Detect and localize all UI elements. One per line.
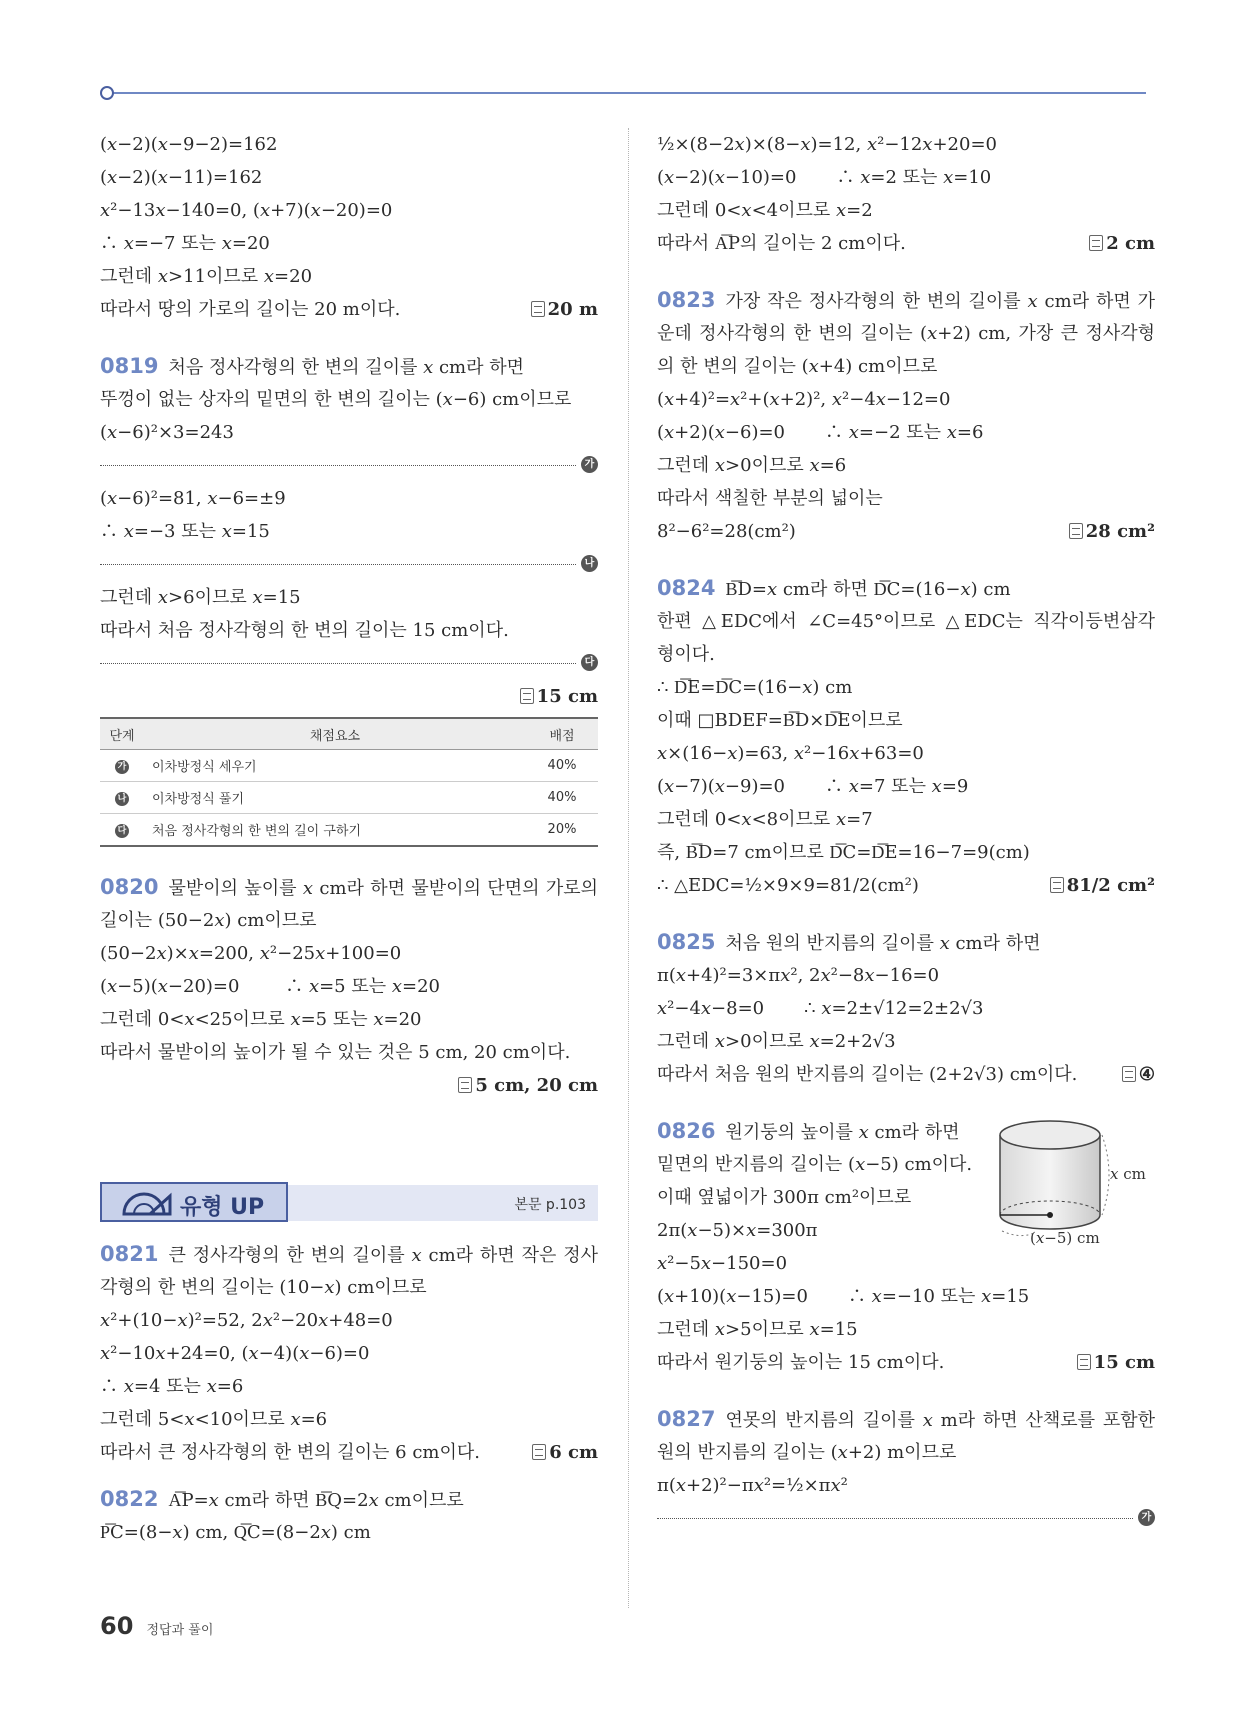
line: (𝑥+2)(𝑥−6)=0 ∴ 𝑥=−2 또는 𝑥=6 [657, 422, 984, 443]
line: 2π(𝑥−5)×𝑥=300π [657, 1220, 818, 1241]
banner-label-box [100, 1182, 288, 1222]
line [100, 1436, 598, 1469]
radius-label: (𝑥−5) cm [1030, 1229, 1100, 1247]
answer [531, 293, 598, 326]
line: 뚜껑이 없는 상자의 밑면의 한 변의 길이는 (𝑥−6) cm이므로 [100, 389, 572, 410]
problem-0823 [657, 284, 1155, 317]
line: ∴ 𝑥=4 또는 𝑥=6 [100, 1376, 244, 1397]
line: 그런데 𝑥>5이므로 𝑥=15 [657, 1319, 858, 1340]
line: 그런데 0<𝑥<4이므로 𝑥=2 [657, 200, 873, 221]
answer-text: 6 cm [549, 1442, 598, 1463]
problem-number: 0826 [657, 1119, 716, 1143]
line: 한편 △EDC에서 ∠C=45°이므로 △EDC는 직각이등변삼각 [657, 611, 1155, 632]
line: 의 한 변의 길이는 (𝑥+4) cm이므로 [657, 356, 938, 377]
line-text: 처음 원의 반지름의 길이를 𝑥 cm라 하면 [725, 933, 1041, 954]
answer-text: 15 cm [536, 686, 598, 707]
table-header: 단계 [100, 718, 144, 750]
line: (𝑥−2)(𝑥−10)=0 ∴ 𝑥=2 또는 𝑥=10 [657, 167, 992, 188]
line [657, 1346, 1155, 1379]
problem-number: 0823 [657, 288, 716, 312]
line: 그런데 𝑥>6이므로 𝑥=15 [100, 587, 301, 608]
line: 그런데 𝑥>11이므로 𝑥=20 [100, 266, 313, 287]
line: 그런데 5<𝑥<10이므로 𝑥=6 [100, 1409, 328, 1430]
answer-icon [1069, 523, 1083, 539]
line-text: 따라서 원기둥의 높이는 15 cm이다. [657, 1352, 945, 1373]
line: 따라서 색칠한 부분의 넓이는 [657, 488, 883, 509]
answer [1089, 227, 1155, 260]
step-mark: 가 [1138, 1509, 1155, 1526]
page-footer [100, 1612, 213, 1640]
line: (𝑥−6)²×3=243 [100, 422, 234, 443]
table-cell: 40% [526, 782, 598, 814]
answer-text: 81/2 cm² [1066, 875, 1155, 896]
answer [100, 680, 598, 713]
problem-number: 0822 [100, 1487, 159, 1511]
line-text: 따라서 처음 원의 반지름의 길이는 (2+2√3) cm이다. [657, 1064, 1078, 1085]
column-separator [628, 128, 629, 1608]
table-row [100, 782, 598, 814]
step-divider [657, 1502, 1155, 1535]
line-text: 처음 정사각형의 한 변의 길이를 𝑥 cm라 하면 [168, 357, 525, 378]
line: 𝑥²−4𝑥−8=0 ∴ 𝑥=2±√12=2±2√3 [657, 998, 984, 1019]
table-row [100, 814, 598, 847]
right-column [657, 128, 1155, 1535]
line-text: 8²−6²=28(cm²) [657, 521, 796, 542]
answer-icon [458, 1077, 472, 1093]
line-text: 따라서 큰 정사각형의 한 변의 길이는 6 cm이다. [100, 1442, 480, 1463]
line: (𝑥−2)(𝑥−9−2)=162 [100, 134, 278, 155]
answer-text: 2 cm [1106, 233, 1155, 254]
line: 그런데 0<𝑥<8이므로 𝑥=7 [657, 809, 873, 830]
line: ∴ 𝑥=−3 또는 𝑥=15 [100, 521, 270, 542]
line: 𝑥²−5𝑥−150=0 [657, 1253, 788, 1274]
problem-0827 [657, 1403, 1155, 1436]
line: 밑면의 반지름의 길이는 (𝑥−5) cm이다. [657, 1154, 973, 1175]
problem-0821 [100, 1238, 598, 1271]
answer [1069, 515, 1155, 548]
step-mark: 가 [115, 760, 129, 774]
line: 이때 옆넓이가 300π cm²이므로 [657, 1187, 912, 1208]
height-label: 𝑥 cm [1110, 1165, 1146, 1183]
line-text: 큰 정사각형의 한 변의 길이를 𝑥 cm라 하면 작은 정사 [168, 1245, 598, 1266]
answer-icon [531, 301, 545, 317]
step-mark: 다 [115, 824, 129, 838]
line: 길이는 (50−2𝑥) cm이므로 [100, 910, 317, 931]
line-text: 원기둥의 높이를 𝑥 cm라 하면 [725, 1122, 960, 1143]
step-mark: 가 [581, 456, 598, 473]
line: (𝑥+4)²=𝑥²+(𝑥+2)², 𝑥²−4𝑥−12=0 [657, 389, 951, 410]
line: ∴ 𝑥=−7 또는 𝑥=20 [100, 233, 270, 254]
line: 원의 반지름의 길이는 (𝑥+2) m이므로 [657, 1442, 957, 1463]
step-mark: 나 [115, 792, 129, 806]
line-text: 연못의 반지름의 길이를 𝑥 m라 하면 산책로를 포함한 [725, 1410, 1155, 1431]
line: 𝑥²−13𝑥−140=0, (𝑥+7)(𝑥−20)=0 [100, 200, 393, 221]
step-divider [100, 548, 598, 581]
line [657, 1058, 1155, 1091]
line [657, 869, 1155, 902]
table-cell: 20% [526, 814, 598, 847]
footer-label: 정답과 풀이 [146, 1623, 214, 1638]
line: ∴ D͞E=D͞C=(16−𝑥) cm [657, 677, 853, 698]
table-row [100, 750, 598, 782]
top-rule [108, 92, 1146, 94]
line-text: A͞P=𝑥 cm라 하면 B͞Q=2𝑥 cm이므로 [168, 1490, 464, 1511]
answer [1077, 1346, 1155, 1379]
answer-icon [1050, 877, 1064, 893]
line: 𝑥²−10𝑥+24=0, (𝑥−4)(𝑥−6)=0 [100, 1343, 370, 1364]
line-text: 따라서 땅의 가로의 길이는 20 m이다. [100, 299, 401, 320]
banner-title: 유형 UP [180, 1195, 265, 1220]
line: (𝑥−2)(𝑥−11)=162 [100, 167, 263, 188]
line: 운데 정사각형의 한 변의 길이는 (𝑥+2) cm, 가장 큰 정사각형 [657, 323, 1155, 344]
line: 각형의 한 변의 길이는 (10−𝑥) cm이므로 [100, 1277, 427, 1298]
line: 그런데 𝑥>0이므로 𝑥=6 [657, 455, 847, 476]
table-cell: 이차방정식 세우기 [144, 750, 526, 782]
line: π(𝑥+2)²−π𝑥²=½×π𝑥² [657, 1475, 848, 1496]
line [100, 293, 598, 326]
line: 𝑥×(16−𝑥)=63, 𝑥²−16𝑥+63=0 [657, 743, 924, 764]
problem-number: 0820 [100, 875, 159, 899]
page-reference: 본문 p.103 [514, 1197, 586, 1213]
left-column [100, 128, 598, 1549]
problem-number: 0824 [657, 576, 716, 600]
line: (𝑥−6)²=81, 𝑥−6=±9 [100, 488, 286, 509]
top-rule-dot [100, 86, 114, 100]
table-header: 채점요소 [144, 718, 526, 750]
line [657, 515, 1155, 548]
answer-icon [1122, 1066, 1136, 1082]
problem-0822 [100, 1483, 598, 1516]
problem-0826 [657, 1115, 1155, 1379]
line-text: 가장 작은 정사각형의 한 변의 길이를 𝑥 cm라 하면 가 [725, 291, 1155, 312]
answer-text: 20 m [547, 299, 598, 320]
line-text: 물받이의 높이를 𝑥 cm라 하면 물받이의 단면의 가로의 [168, 878, 598, 899]
problem-number: 0819 [100, 354, 159, 378]
table-cell: 이차방정식 풀기 [144, 782, 526, 814]
line: 형이다. [657, 644, 715, 665]
answer [1122, 1058, 1155, 1091]
answer-icon [520, 688, 534, 704]
line: π(𝑥+4)²=3×π𝑥², 2𝑥²−8𝑥−16=0 [657, 965, 940, 986]
step-divider [100, 449, 598, 482]
line: 𝑥²+(10−𝑥)²=52, 2𝑥²−20𝑥+48=0 [100, 1310, 393, 1331]
table-cell: 처음 정사각형의 한 변의 길이 구하기 [144, 814, 526, 847]
answer-text: 5 cm, 20 cm [475, 1075, 598, 1096]
problem-0824 [657, 572, 1155, 605]
answer [100, 1069, 598, 1102]
page-number: 60 [100, 1612, 134, 1640]
answer-icon [532, 1444, 546, 1460]
answer-icon [1077, 1354, 1091, 1370]
section-banner [100, 1182, 598, 1224]
line-text: B͞D=𝑥 cm라 하면 D͞C=(16−𝑥) cm [725, 579, 1011, 600]
answer-text: ④ [1138, 1064, 1155, 1085]
line: (𝑥+10)(𝑥−15)=0 ∴ 𝑥=−10 또는 𝑥=15 [657, 1286, 1030, 1307]
ruler-protractor-icon [122, 1190, 172, 1216]
step-divider [100, 647, 598, 680]
line: 따라서 물받이의 높이가 될 수 있는 것은 5 cm, 20 cm이다. [100, 1042, 571, 1063]
table-header: 배점 [526, 718, 598, 750]
problem-number: 0821 [100, 1242, 159, 1266]
table-cell: 40% [526, 750, 598, 782]
line: 그런데 0<𝑥<25이므로 𝑥=5 또는 𝑥=20 [100, 1009, 422, 1030]
line: 따라서 처음 정사각형의 한 변의 길이는 15 cm이다. [100, 620, 509, 641]
step-mark: 다 [581, 654, 598, 671]
answer-text: 15 cm [1093, 1352, 1155, 1373]
line-text: 따라서 A͞P의 길이는 2 cm이다. [657, 233, 906, 254]
answer [532, 1436, 598, 1469]
line: 즉, B͞D=7 cm이므로 D͞C=D͞E=16−7=9(cm) [657, 842, 1030, 863]
answer [1050, 869, 1155, 902]
line: (50−2𝑥)×𝑥=200, 𝑥²−25𝑥+100=0 [100, 943, 402, 964]
line: 그런데 𝑥>0이므로 𝑥=2+2√3 [657, 1031, 896, 1052]
answer-icon [1089, 235, 1103, 251]
line: (𝑥−5)(𝑥−20)=0 ∴ 𝑥=5 또는 𝑥=20 [100, 976, 440, 997]
scoring-table [100, 717, 598, 847]
answer-text: 28 cm² [1085, 521, 1155, 542]
problem-0819 [100, 350, 598, 383]
line [657, 227, 1155, 260]
line: (𝑥−7)(𝑥−9)=0 ∴ 𝑥=7 또는 𝑥=9 [657, 776, 969, 797]
step-mark: 나 [581, 555, 598, 572]
problem-number: 0827 [657, 1407, 716, 1431]
cylinder-figure [990, 1115, 1155, 1255]
problem-0825 [657, 926, 1155, 959]
problem-0820 [100, 871, 598, 904]
line-text: ∴ △EDC=½×9×9=81/2(cm²) [657, 875, 919, 896]
line: P͞C=(8−𝑥) cm, Q͞C=(8−2𝑥) cm [100, 1522, 371, 1543]
line: 이때 □BDEF=B͞D×D͞E이므로 [657, 710, 903, 731]
line: ½×(8−2𝑥)×(8−𝑥)=12, 𝑥²−12𝑥+20=0 [657, 134, 997, 155]
problem-number: 0825 [657, 930, 716, 954]
